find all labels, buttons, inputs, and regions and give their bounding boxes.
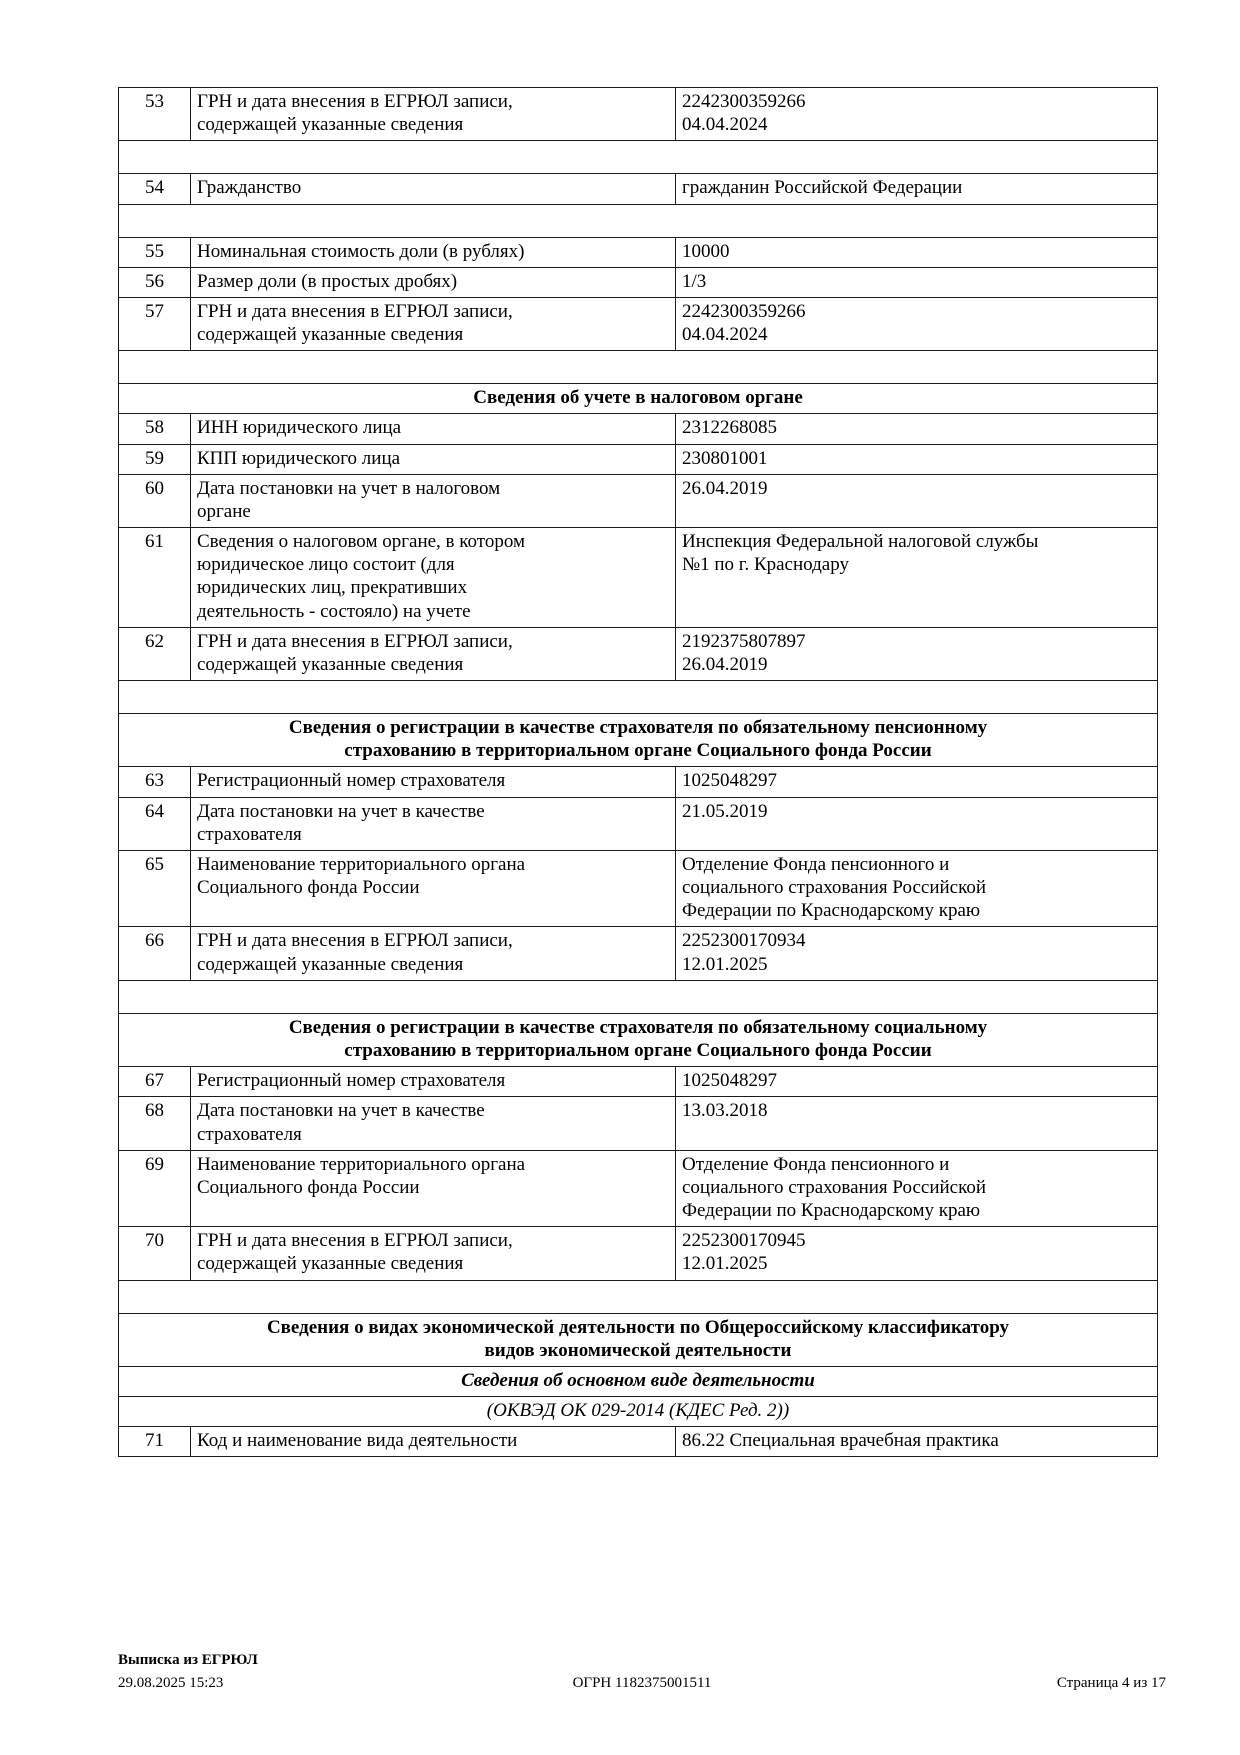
row-value	[676, 1097, 1158, 1150]
value-line: гражданин Российской Федерации	[682, 177, 963, 199]
table-row	[119, 797, 1158, 850]
section-header-line: страхованию в территориальном органе Социального фонда России	[344, 1039, 932, 1061]
spacer-row	[119, 980, 1158, 1013]
section-header	[119, 1397, 1158, 1427]
table-row	[119, 267, 1158, 297]
section-header	[119, 714, 1158, 767]
label-line: Дата постановки на учет в качестве	[197, 800, 485, 822]
table-row	[119, 174, 1158, 204]
row-number: 65	[119, 850, 191, 927]
row-number: 66	[119, 927, 191, 980]
spacer-cell	[119, 351, 1158, 384]
label-line: КПП юридического лица	[197, 447, 401, 469]
value-line: 10000	[682, 240, 730, 262]
page-footer	[118, 1650, 1166, 1694]
label-line: Дата постановки на учет в налоговом	[197, 477, 501, 499]
row-label	[191, 444, 676, 474]
spacer-row	[119, 141, 1158, 174]
value-line: 21.05.2019	[682, 800, 768, 822]
section-row	[119, 1313, 1158, 1366]
row-number: 68	[119, 1097, 191, 1150]
label-line: деятельность - состояло) на учете	[197, 600, 471, 622]
row-number: 63	[119, 767, 191, 797]
section-row	[119, 1013, 1158, 1066]
footer-timestamp: 29.08.2025 15:23	[118, 1674, 224, 1691]
table-row	[119, 474, 1158, 527]
label-line: Размер доли (в простых дробях)	[197, 270, 458, 292]
value-line: Федерации по Краснодарскому краю	[682, 1200, 981, 1222]
row-number: 71	[119, 1427, 191, 1457]
label-line: Код и наименование вида деятельности	[197, 1430, 518, 1452]
value-line: 12.01.2025	[682, 1253, 768, 1275]
row-label	[191, 297, 676, 350]
label-line: Дата постановки на учет в качестве	[197, 1100, 485, 1122]
row-value	[676, 850, 1158, 927]
row-value	[676, 767, 1158, 797]
row-value	[676, 414, 1158, 444]
section-header-line: страхованию в территориальном органе Социального фонда России	[344, 740, 932, 762]
label-line: Гражданство	[197, 177, 302, 199]
row-label	[191, 237, 676, 267]
value-line: 04.04.2024	[682, 114, 768, 136]
table-row	[119, 1427, 1158, 1457]
label-line: Социального фонда России	[197, 1176, 420, 1198]
row-value	[676, 1427, 1158, 1457]
section-header-line: Сведения о видах экономической деятельности по Общероссийскому классификатору	[266, 1316, 1010, 1338]
row-label	[191, 1097, 676, 1150]
subsection-italic-row	[119, 1397, 1158, 1427]
row-number: 70	[119, 1227, 191, 1280]
label-line: ГРН и дата внесения в ЕГРЮЛ записи,	[197, 1230, 513, 1252]
label-line: страхователя	[197, 823, 302, 845]
spacer-row	[119, 681, 1158, 714]
spacer-cell	[119, 1280, 1158, 1313]
value-line: №1 по г. Краснодару	[682, 554, 849, 576]
section-header-line: видов экономической деятельности	[484, 1339, 792, 1361]
value-line: 2242300359266	[682, 300, 806, 322]
section-header-line: Сведения о регистрации в качестве страхователя по обязательному социальному	[288, 1016, 988, 1038]
label-line: ГРН и дата внесения в ЕГРЮЛ записи,	[197, 91, 513, 112]
row-value	[676, 1150, 1158, 1227]
table-row	[119, 1227, 1158, 1280]
row-label	[191, 927, 676, 980]
subsection-bold-italic-row	[119, 1366, 1158, 1396]
row-value	[676, 528, 1158, 628]
row-value	[676, 297, 1158, 350]
label-line: Наименование территориального органа	[197, 1153, 526, 1175]
spacer-cell	[119, 141, 1158, 174]
value-line: 12.01.2025	[682, 953, 768, 975]
value-line: 26.04.2019	[682, 653, 768, 675]
row-number: 67	[119, 1067, 191, 1097]
table-row	[119, 850, 1158, 927]
section-header-line: (ОКВЭД ОК 029-2014 (КДЕС Ред. 2))	[486, 1400, 790, 1422]
value-line: 1025048297	[682, 1070, 777, 1092]
label-line: содержащей указанные сведения	[197, 324, 464, 346]
table-row	[119, 444, 1158, 474]
row-value	[676, 267, 1158, 297]
value-line: 2252300170934	[682, 930, 806, 952]
egrul-table-body	[119, 88, 1158, 1457]
table-row	[119, 88, 1158, 141]
label-line: Сведения о налоговом органе, в котором	[197, 531, 525, 553]
value-line: Инспекция Федеральной налоговой службы	[682, 531, 1039, 553]
value-line: 86.22 Специальная врачебная практика	[682, 1430, 999, 1452]
row-number: 64	[119, 797, 191, 850]
table-row	[119, 767, 1158, 797]
value-line: Отделение Фонда пенсионного и	[682, 1153, 950, 1175]
row-number: 55	[119, 237, 191, 267]
value-line: 1/3	[682, 270, 707, 292]
section-header-line: Сведения об учете в налоговом органе	[473, 387, 803, 409]
label-line: содержащей указанные сведения	[197, 1253, 464, 1275]
label-line: Социального фонда России	[197, 877, 420, 899]
table-row	[119, 1150, 1158, 1227]
row-value	[676, 627, 1158, 680]
row-label	[191, 850, 676, 927]
value-line: 1025048297	[682, 770, 777, 792]
table-row	[119, 414, 1158, 444]
spacer-cell	[119, 681, 1158, 714]
row-label	[191, 528, 676, 628]
section-header-line: Сведения о регистрации в качестве страхователя по обязательному пенсионному	[288, 717, 988, 739]
table-row	[119, 1067, 1158, 1097]
value-line: 13.03.2018	[682, 1100, 768, 1122]
label-line: юридическое лицо состоит (для	[197, 554, 455, 576]
row-number: 69	[119, 1150, 191, 1227]
value-line: 2192375807897	[682, 630, 806, 652]
row-number: 56	[119, 267, 191, 297]
label-line: ИНН юридического лица	[197, 417, 402, 439]
row-number: 60	[119, 474, 191, 527]
value-line: 26.04.2019	[682, 477, 768, 499]
row-number: 61	[119, 528, 191, 628]
value-line: 230801001	[682, 447, 768, 469]
row-label	[191, 627, 676, 680]
spacer-row	[119, 1280, 1158, 1313]
value-line: 04.04.2024	[682, 324, 768, 346]
label-line: Регистрационный номер страхователя	[197, 770, 506, 792]
label-line: страхователя	[197, 1123, 302, 1145]
section-header	[119, 1313, 1158, 1366]
egrul-table	[118, 87, 1158, 1457]
row-number: 57	[119, 297, 191, 350]
value-line: социального страхования Российской	[682, 877, 987, 899]
value-line: Федерации по Краснодарскому краю	[682, 900, 981, 922]
row-value	[676, 1067, 1158, 1097]
row-label	[191, 414, 676, 444]
table-row	[119, 927, 1158, 980]
section-header	[119, 1366, 1158, 1396]
row-number: 58	[119, 414, 191, 444]
row-value	[676, 797, 1158, 850]
row-number: 53	[119, 88, 191, 141]
row-label	[191, 1427, 676, 1457]
footer-page-number: Страница 4 из 17	[1056, 1674, 1166, 1691]
row-value	[676, 237, 1158, 267]
spacer-cell	[119, 980, 1158, 1013]
table-row	[119, 627, 1158, 680]
row-label	[191, 1067, 676, 1097]
table-row	[119, 297, 1158, 350]
section-header	[119, 1013, 1158, 1066]
label-line: органе	[197, 500, 251, 522]
spacer-row	[119, 351, 1158, 384]
value-line: социального страхования Российской	[682, 1176, 987, 1198]
label-line: ГРН и дата внесения в ЕГРЮЛ записи,	[197, 630, 513, 652]
table-row	[119, 237, 1158, 267]
row-number: 59	[119, 444, 191, 474]
label-line: Регистрационный номер страхователя	[197, 1070, 506, 1092]
section-row	[119, 714, 1158, 767]
row-number: 54	[119, 174, 191, 204]
row-label	[191, 1227, 676, 1280]
row-label	[191, 1150, 676, 1227]
label-line: ГРН и дата внесения в ЕГРЮЛ записи,	[197, 300, 513, 322]
row-label	[191, 767, 676, 797]
footer-doc-title: Выписка из ЕГРЮЛ	[118, 1652, 258, 1668]
label-line: юридических лиц, прекративших	[197, 577, 468, 599]
label-line: Наименование территориального органа	[197, 853, 526, 875]
label-line: содержащей указанные сведения	[197, 953, 464, 975]
value-line: 2252300170945	[682, 1230, 806, 1252]
spacer-row	[119, 204, 1158, 237]
label-line: Номинальная стоимость доли (в рублях)	[197, 240, 525, 262]
row-value	[676, 1227, 1158, 1280]
label-line: содержащей указанные сведения	[197, 114, 464, 136]
section-row	[119, 384, 1158, 414]
row-label	[191, 474, 676, 527]
row-label	[191, 88, 676, 141]
footer-ogrn: ОГРН 1182375001511	[572, 1674, 712, 1691]
row-value	[676, 444, 1158, 474]
table-row	[119, 528, 1158, 628]
table-row	[119, 1097, 1158, 1150]
section-header	[119, 384, 1158, 414]
section-header-line: Сведения об основном виде деятельности	[461, 1369, 815, 1391]
row-value	[676, 174, 1158, 204]
row-number: 62	[119, 627, 191, 680]
row-label	[191, 267, 676, 297]
value-line: Отделение Фонда пенсионного и	[682, 853, 950, 875]
row-label	[191, 174, 676, 204]
value-line: 2242300359266	[682, 91, 806, 112]
row-value	[676, 927, 1158, 980]
spacer-cell	[119, 204, 1158, 237]
label-line: ГРН и дата внесения в ЕГРЮЛ записи,	[197, 930, 513, 952]
row-value	[676, 88, 1158, 141]
value-line: 2312268085	[682, 417, 777, 439]
label-line: содержащей указанные сведения	[197, 653, 464, 675]
row-value	[676, 474, 1158, 527]
row-label	[191, 797, 676, 850]
